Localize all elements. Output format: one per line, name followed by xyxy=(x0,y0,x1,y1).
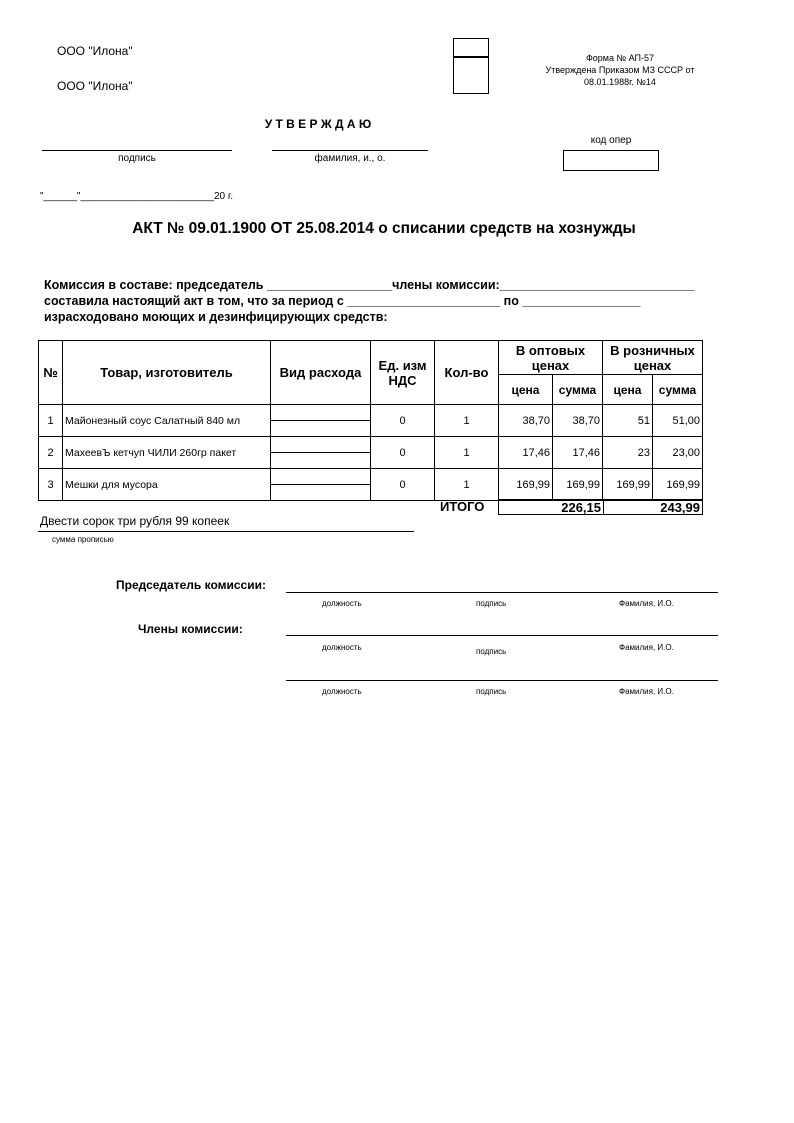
col-unit-header: Ед. изм НДС xyxy=(371,341,435,405)
row-expense-type xyxy=(271,405,371,437)
kod-oper-label: код опер xyxy=(590,135,632,146)
chairman-signature-caption: подпись xyxy=(476,599,507,608)
member2-position-caption: должность xyxy=(322,687,362,696)
amount-words-line xyxy=(38,531,414,532)
row-qty: 1 xyxy=(435,437,499,469)
row-qty: 1 xyxy=(435,405,499,437)
code-box-top xyxy=(453,38,489,58)
col-qty-header: Кол-во xyxy=(435,341,499,405)
row-product: Мешки для мусора xyxy=(63,469,271,501)
row-unit: 0 xyxy=(371,437,435,469)
col-retail-header: В розничных ценах xyxy=(603,341,703,375)
row-expense-type xyxy=(271,437,371,469)
row-product: Майонезный соус Салатный 840 мл xyxy=(63,405,271,437)
chairman-signature-line xyxy=(286,592,718,593)
goods-table xyxy=(38,340,703,501)
podpis-caption: подпись xyxy=(118,153,156,164)
row-product: МахеевЪ кетчуп ЧИЛИ 260гр пакет xyxy=(63,437,271,469)
kod-oper-box xyxy=(563,150,659,171)
row-retail-sum: 169,99 xyxy=(653,469,703,501)
code-box-bottom xyxy=(453,56,489,94)
col-no-header: № xyxy=(39,341,63,405)
chairman-label: Председатель комиссии: xyxy=(116,578,266,592)
row-retail-price: 169,99 xyxy=(603,469,653,501)
members-label: Члены комиссии: xyxy=(138,622,243,636)
amount-in-words: Двести сорок три рубля 99 копеек xyxy=(40,514,230,528)
member1-signature-caption: подпись xyxy=(476,647,507,656)
col-wholesale-header: В оптовых ценах xyxy=(499,341,603,375)
period-line: составила настоящий акт в том, что за период с ______________________ по _________________ xyxy=(44,294,641,308)
table-row xyxy=(39,437,703,469)
fio-line xyxy=(272,150,428,151)
table-row xyxy=(39,405,703,437)
row-wholesale-sum: 169,99 xyxy=(553,469,603,501)
col-product-header: Товар, изготовитель xyxy=(63,341,271,405)
row-wholesale-price: 17,46 xyxy=(499,437,553,469)
row-unit: 0 xyxy=(371,405,435,437)
amount-words-caption: сумма прописью xyxy=(52,535,114,544)
approve-heading: У Т В Е Р Ж Д А Ю xyxy=(264,117,372,131)
chairman-position-caption: должность xyxy=(322,599,362,608)
table-row xyxy=(39,469,703,501)
member2-name-caption: Фамилия, И.О. xyxy=(619,687,674,696)
row-expense-type xyxy=(271,469,371,501)
col-retail-sum-header: сумма xyxy=(653,375,703,405)
form-approval-date: 08.01.1988г. №14 xyxy=(584,77,656,87)
fio-caption: фамилия, и., о. xyxy=(314,153,386,164)
col-wholesale-sum-header: сумма xyxy=(553,375,603,405)
col-expense-type-header: Вид расхода xyxy=(271,341,371,405)
organization-name-secondary: ООО "Илона" xyxy=(57,79,133,93)
row-no: 2 xyxy=(39,437,63,469)
row-wholesale-sum: 38,70 xyxy=(553,405,603,437)
date-line: "______"________________________20 г. xyxy=(40,191,234,202)
chairman-name-caption: Фамилия, И.О. xyxy=(619,599,674,608)
form-approval: Утверждена Приказом МЗ СССР от xyxy=(545,65,695,75)
document-title: АКТ № 09.01.1900 ОТ 25.08.2014 о списании средств на хознужды xyxy=(132,220,636,237)
row-wholesale-price: 169,99 xyxy=(499,469,553,501)
member2-signature-line xyxy=(286,680,718,681)
organization-name: ООО "Илона" xyxy=(57,44,133,58)
member2-signature-caption: подпись xyxy=(476,687,507,696)
row-unit: 0 xyxy=(371,469,435,501)
col-wholesale-price-header: цена xyxy=(499,375,553,405)
member1-signature-line xyxy=(286,635,718,636)
form-number: Форма № АП-57 xyxy=(585,53,655,63)
podpis-line xyxy=(42,150,232,151)
row-no: 1 xyxy=(39,405,63,437)
row-retail-price: 23 xyxy=(603,437,653,469)
member1-name-caption: Фамилия, И.О. xyxy=(619,643,674,652)
commission-line: Комиссия в составе: председатель __________________члены комиссии:____________________________ xyxy=(44,278,695,292)
spent-line: израсходовано моющих и дезинфицирующих средств: xyxy=(44,310,388,324)
row-no: 3 xyxy=(39,469,63,501)
total-retail: 243,99 xyxy=(603,499,703,515)
row-retail-price: 51 xyxy=(603,405,653,437)
row-wholesale-price: 38,70 xyxy=(499,405,553,437)
member1-position-caption: должность xyxy=(322,643,362,652)
col-retail-price-header: цена xyxy=(603,375,653,405)
row-retail-sum: 51,00 xyxy=(653,405,703,437)
row-wholesale-sum: 17,46 xyxy=(553,437,603,469)
total-wholesale: 226,15 xyxy=(498,499,604,515)
row-qty: 1 xyxy=(435,469,499,501)
row-retail-sum: 23,00 xyxy=(653,437,703,469)
total-label: ИТОГО xyxy=(440,499,485,514)
